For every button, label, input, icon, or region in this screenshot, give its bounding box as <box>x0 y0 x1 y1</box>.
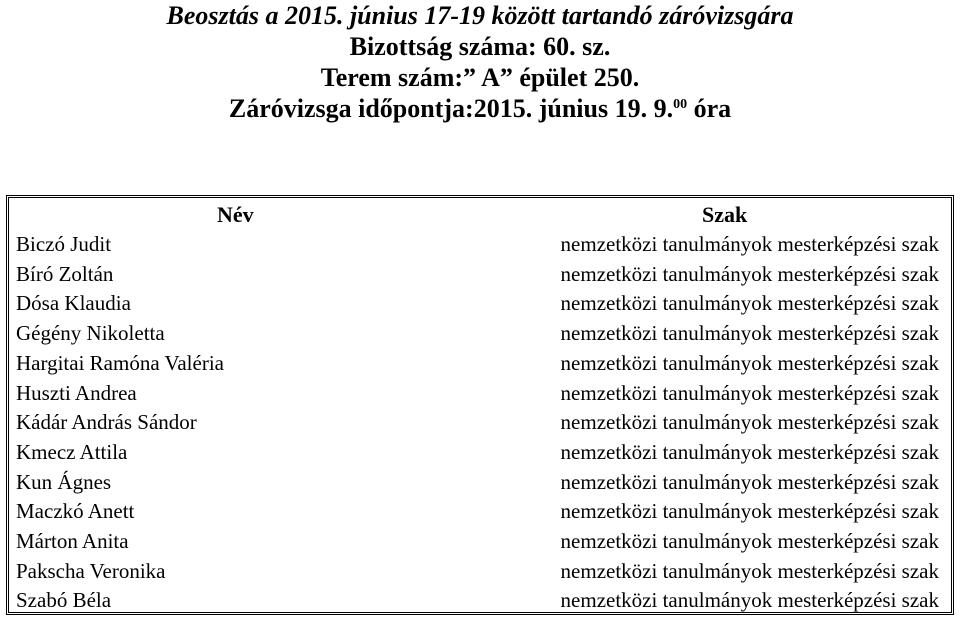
student-name: Bíró Zoltán <box>16 261 114 286</box>
student-name-list <box>16 230 224 616</box>
exam-schedule-title: Beosztás a 2015. június 17-19 között tartandó záróvizsgára <box>166 1 794 30</box>
exam-time-unit: óra <box>687 94 732 123</box>
student-major: nemzetközi tanulmányok mesterképzési szak <box>560 529 939 554</box>
student-name: Kmecz Attila <box>16 439 128 464</box>
student-name: Kádár András Sándor <box>16 410 197 435</box>
student-major: nemzetközi tanulmányok mesterképzési szak <box>560 469 939 494</box>
document-header <box>0 0 960 124</box>
student-major-list <box>561 230 939 616</box>
student-name: Márton Anita <box>16 529 129 554</box>
room-number: Terem szám:” A” épület 250. <box>320 63 640 92</box>
student-name: Gégény Nikoletta <box>16 321 165 346</box>
exam-time-minutes: 00 <box>673 97 688 112</box>
student-name: Huszti Andrea <box>16 380 137 405</box>
student-name: Pakscha Veronika <box>16 558 166 583</box>
student-major: nemzetközi tanulmányok mesterképzési szak <box>560 321 939 346</box>
student-name: Hargitai Ramóna Valéria <box>16 350 224 375</box>
column-header-name: Név <box>217 202 254 227</box>
student-major: nemzetközi tanulmányok mesterképzési szak <box>560 350 939 375</box>
student-major: nemzetközi tanulmányok mesterképzési szak <box>560 232 939 256</box>
student-major: nemzetközi tanulmányok mesterképzési szak <box>560 558 939 583</box>
committee-number: Bizottság száma: 60. sz. <box>349 32 611 61</box>
student-name: Maczkó Anett <box>16 499 135 524</box>
student-major: nemzetközi tanulmányok mesterképzési szak <box>560 499 939 524</box>
student-major: nemzetközi tanulmányok mesterképzési szak <box>560 439 939 464</box>
student-major: nemzetközi tanulmányok mesterképzési szak <box>560 380 939 405</box>
student-major: nemzetközi tanulmányok mesterképzési szak <box>560 261 939 286</box>
exam-date: Záróvizsga időpontja:2015. június 19. 9. <box>228 94 674 123</box>
student-major: nemzetközi tanulmányok mesterképzési szak <box>560 588 939 613</box>
exam-datetime <box>0 93 960 124</box>
student-name: Kun Ágnes <box>16 469 112 494</box>
column-header-major: Szak <box>702 202 748 227</box>
student-table <box>6 195 954 615</box>
student-major: nemzetközi tanulmányok mesterképzési szak <box>560 291 939 316</box>
student-name: Biczó Judit <box>16 232 112 256</box>
student-name: Szabó Béla <box>16 588 112 613</box>
student-major: nemzetközi tanulmányok mesterképzési szak <box>560 410 939 435</box>
student-name: Dósa Klaudia <box>16 291 131 316</box>
